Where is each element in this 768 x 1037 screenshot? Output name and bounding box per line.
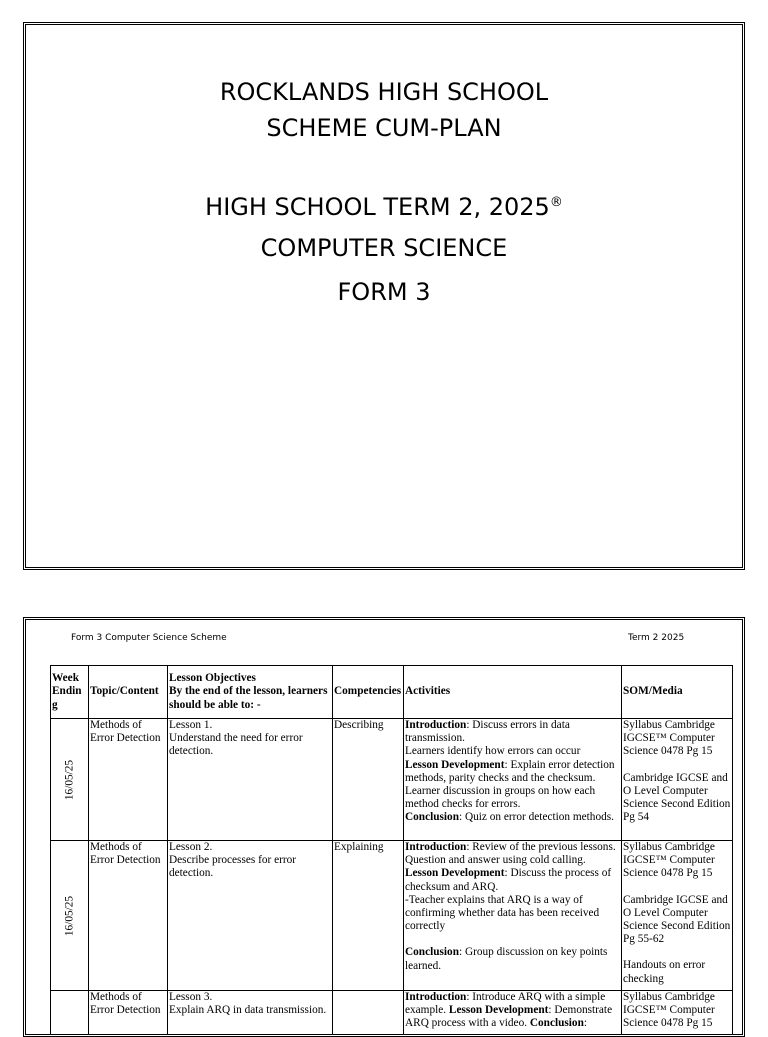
intro-text: : Discuss errors in data transmission. <box>405 719 570 744</box>
col-competencies: Competencies <box>333 666 404 719</box>
header-left: Form 3 Computer Science Scheme <box>71 633 227 643</box>
dev-extra: -Teacher explains that ARQ is a way of confirming whether data has been received correctly <box>405 894 620 934</box>
lesson-number: Lesson 3. <box>169 991 331 1004</box>
competency-cell: Explaining <box>333 841 404 991</box>
table-header-row <box>51 666 733 719</box>
objective-cell <box>168 719 333 841</box>
col-objectives <box>168 666 333 719</box>
activities-cell <box>404 991 622 1037</box>
intro-label: Introduction <box>405 719 466 731</box>
topic-cell: Methods of Error Detection <box>89 991 168 1037</box>
table-row <box>51 719 733 841</box>
plan-subtitle: SCHEME CUM-PLAN <box>26 114 742 142</box>
scheme-table <box>50 665 733 1037</box>
som-cell <box>622 991 733 1037</box>
school-name: ROCKLANDS HIGH SCHOOL <box>26 78 742 106</box>
dev-label: Lesson Development <box>405 867 504 879</box>
som-syllabus: Syllabus Cambridge IGCSE™ Computer Science 0478 Pg 15 <box>623 841 731 881</box>
col-som: SOM/Media <box>622 666 733 719</box>
objectives-title: Lesson Objectives <box>169 672 331 685</box>
scheme-page <box>23 617 745 1037</box>
conclusion-label: Conclusion <box>405 811 459 823</box>
conclusion-text: : Quiz on error detection methods. <box>459 811 614 823</box>
som-cell <box>622 841 733 991</box>
conclusion-text: : <box>584 1017 587 1029</box>
som-textbook: Cambridge IGCSE and O Level Computer Science Second Edition Pg 54 <box>623 772 731 825</box>
lesson-number: Lesson 1. <box>169 719 331 732</box>
som-syllabus: Syllabus Cambridge IGCSE™ Computer Science 0478 Pg 15 <box>623 719 731 759</box>
conclusion-label: Conclusion <box>405 946 459 958</box>
col-topic: Topic/Content <box>89 666 168 719</box>
topic-cell: Methods of Error Detection <box>89 841 168 991</box>
activities-cell <box>404 841 622 991</box>
table-row <box>51 991 733 1037</box>
objectives-sub: By the end of the lesson, learners should be able to: - <box>169 685 331 711</box>
competency-cell <box>333 991 404 1037</box>
week-cell <box>51 991 89 1037</box>
registered-mark: ® <box>550 195 563 210</box>
dev-text: : Discuss the process of checksum and ARQ. <box>405 867 611 892</box>
topic-cell: Methods of Error Detection <box>89 719 168 841</box>
col-activities: Activities <box>404 666 622 719</box>
header-right: Term 2 2025 <box>628 633 684 643</box>
col-week: Week Ending <box>51 666 89 719</box>
dev-label: Lesson Development <box>449 1004 548 1016</box>
dev-label: Lesson Development <box>405 759 504 771</box>
dev-text: : Explain error detection methods, parity checks and the checksum. Learner discussion in groups on how each method checks for errors. <box>405 759 615 811</box>
competency-cell: Describing <box>333 719 404 841</box>
intro-text: : Introduce ARQ with a simple example. <box>405 991 605 1016</box>
term-text: HIGH SCHOOL TERM 2, 2025 <box>205 193 550 221</box>
objective-cell <box>168 841 333 991</box>
som-textbook: Cambridge IGCSE and O Level Computer Science Second Edition Pg 55-62 <box>623 894 731 947</box>
table-row <box>51 841 733 991</box>
week-date: 16/05/25 <box>63 759 76 799</box>
week-cell <box>51 841 89 991</box>
week-date: 16/05/25 <box>63 895 76 935</box>
term-title <box>26 189 742 221</box>
objective-text: Explain ARQ in data transmission. <box>169 1004 331 1017</box>
intro-extra: Learners identify how errors can occur <box>405 745 620 758</box>
objective-cell <box>168 991 333 1037</box>
intro-text: : Review of the previous lessons. Question and answer using cold calling. <box>405 841 616 866</box>
lesson-number: Lesson 2. <box>169 841 331 854</box>
week-cell <box>51 719 89 841</box>
objective-text: Describe processes for error detection. <box>169 854 331 880</box>
objective-text: Understand the need for error detection. <box>169 732 331 758</box>
activities-cell <box>404 719 622 841</box>
form-title: FORM 3 <box>26 278 742 306</box>
som-handouts: Handouts on error checking <box>623 959 731 985</box>
subject-title: COMPUTER SCIENCE <box>26 234 742 262</box>
intro-label: Introduction <box>405 841 466 853</box>
dev-text: : Demonstrate ARQ process with a video. <box>405 1004 612 1029</box>
som-cell <box>622 719 733 841</box>
som-syllabus: Syllabus Cambridge IGCSE™ Computer Science 0478 Pg 15 <box>623 991 731 1031</box>
cover-page <box>23 22 745 570</box>
conclusion-text: : Group discussion on key points learned. <box>405 946 607 971</box>
intro-label: Introduction <box>405 991 466 1003</box>
conclusion-label: Conclusion <box>530 1017 584 1029</box>
